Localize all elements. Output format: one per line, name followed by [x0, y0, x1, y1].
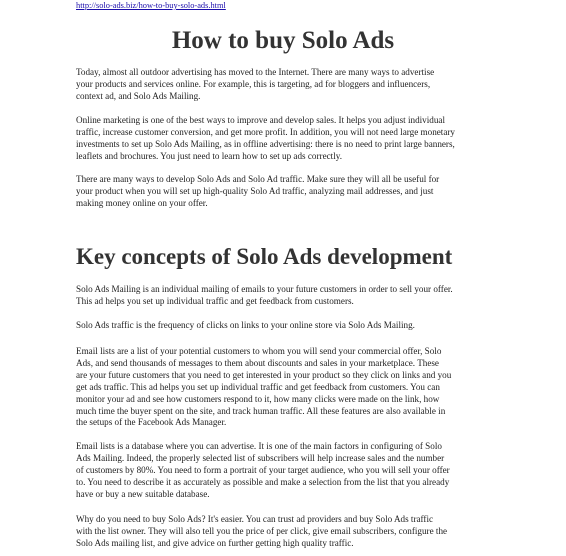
paragraph-line: have or buy a new suitable database.	[76, 488, 210, 499]
paragraph-line: to. You need to describe it as accurately as possible and make a selection from the list that you already	[76, 476, 450, 487]
paragraph-line: investments to set up Solo Ads Mailing, as in offline advertising: there is no need to print large banners,	[76, 138, 455, 149]
paragraph-line: leaflets and brochures. You just need to learn how to set up ads correctly.	[76, 150, 342, 161]
page-title: How to buy Solo Ads	[171, 27, 395, 54]
paragraph-line: traffic, increase customer conversion, and get more profit. In addition, you will not need large monetary	[76, 126, 455, 137]
paragraph-line: There are many ways to develop Solo Ads and Solo Ad traffic. Make sure they will all be useful for	[76, 174, 440, 184]
email-lists-paragraph	[76, 346, 496, 429]
paragraph-line: Solo Ads traffic is the frequency of clicks on links to your online store via Solo Ads Mailing.	[76, 320, 415, 330]
section-heading: Key concepts of Solo Ads development	[76, 244, 453, 269]
paragraph-line: Email lists are a list of your potential customers to whom you will send your commercial offer, Solo	[76, 346, 442, 356]
online-marketing-paragraph	[76, 115, 496, 163]
paragraph-line: This ad helps you set up individual traffic and get feedback from customers.	[76, 295, 354, 306]
intro-paragraph	[76, 67, 496, 103]
paragraph-line: with the list owner. They will also tell you the price of per click, give email subscribers, configure the	[76, 525, 448, 536]
paragraph-line: are your future customers that you need to get interested in your product so they click on links and you	[76, 369, 452, 380]
solo-ads-traffic-paragraph	[76, 320, 496, 332]
paragraph-line: Solo Ads mailing list, and give advice on further getting high quality traffic.	[76, 537, 354, 548]
paragraph-line: monitor your ad and see how customers respond to it, how many clicks were made on the link, how	[76, 393, 440, 404]
paragraph-line: get ads traffic. This ad helps you set up individual traffic and get feedback from customers. You can	[76, 381, 440, 392]
paragraph-line: context ad, and Solo Ads Mailing.	[76, 90, 201, 101]
why-buy-paragraph	[76, 514, 496, 550]
paragraph-line: Online marketing is one of the best ways to improve and develop sales. It helps you adjust individual	[76, 115, 445, 125]
solo-ads-mailing-paragraph	[76, 284, 496, 308]
paragraph-line: Ads, and send thousands of messages to them about discounts and sales in your marketplace. These	[76, 357, 439, 368]
paragraph-line: Solo Ads Mailing is an individual mailing of emails to your future customers in order to sell your offer.	[76, 284, 453, 294]
paragraph-line: of customers by 80%. You need to form a portrait of your target audience, who you will sell your offer	[76, 464, 450, 475]
paragraph-line: making money online on your offer.	[76, 197, 208, 208]
paragraph-line: much time the buyer spent on the site, and track human traffic. All these features are also available in	[76, 405, 446, 416]
paragraph-line: your product when you will set up high-quality Solo Ad traffic, analyzing mail addresses, and just	[76, 185, 434, 196]
email-database-paragraph	[76, 441, 496, 501]
paragraph-line: Ads Mailing. Indeed, the properly selected list of subscribers will help increase sales and the number	[76, 452, 445, 463]
paragraph-line: Today, almost all outdoor advertising has moved to the Internet. There are many ways to advertise	[76, 67, 435, 77]
paragraph-line: Email lists is a database where you can advertise. It is one of the main factors in configuring of Solo	[76, 441, 442, 451]
source-url-link[interactable]: http://solo-ads.biz/how-to-buy-solo-ads.html	[76, 1, 226, 10]
paragraph-line: Why do you need to buy Solo Ads? It's easier. You can trust ad providers and buy Solo Ads traffic	[76, 514, 434, 524]
develop-solo-ads-paragraph	[76, 174, 496, 210]
paragraph-line: your products and services online. For example, this is targeting, ad for bloggers and influencers,	[76, 78, 431, 89]
paragraph-line: the setups of the Facebook Ads Manager.	[76, 417, 227, 428]
